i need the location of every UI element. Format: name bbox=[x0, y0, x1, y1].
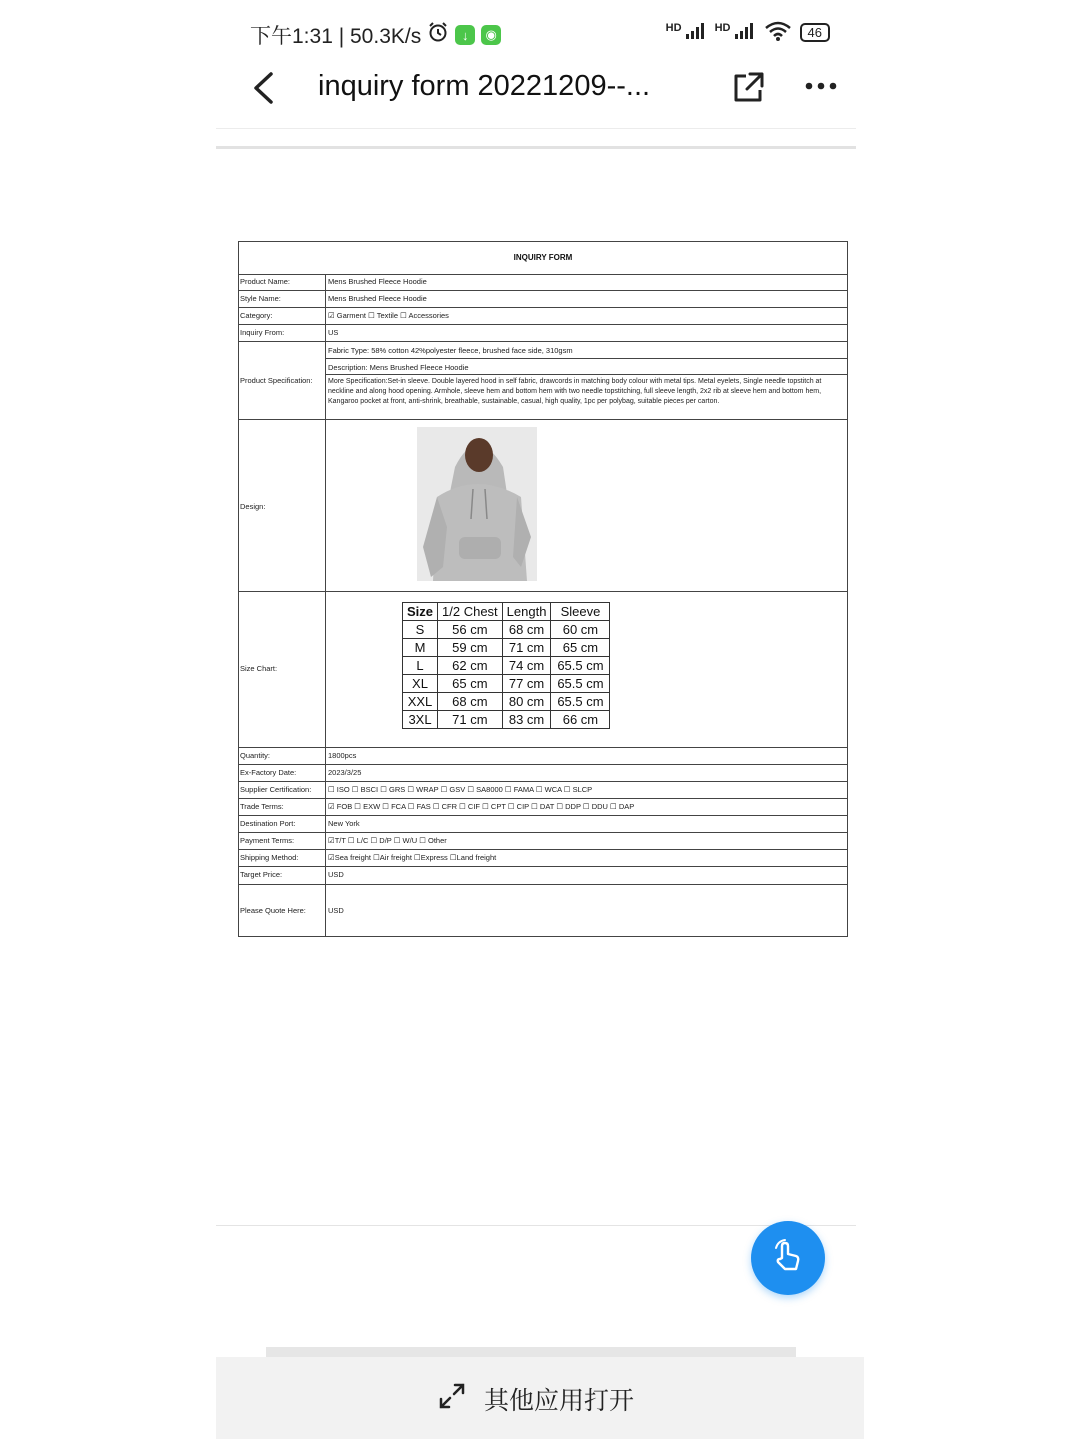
length-cell: 74 cm bbox=[502, 657, 551, 675]
row-value: ☑T/T ☐ L/C ☐ D/P ☐ W/U ☐ Other bbox=[328, 836, 447, 845]
form-row bbox=[239, 291, 847, 308]
spec-row bbox=[239, 342, 847, 420]
bottom-bar bbox=[216, 1357, 864, 1439]
form-row bbox=[239, 885, 847, 936]
size-cell: XL bbox=[403, 675, 438, 693]
form-row bbox=[239, 748, 847, 765]
size-cell: XXL bbox=[403, 693, 438, 711]
signal-1-label: HD bbox=[665, 22, 682, 34]
form-row bbox=[239, 850, 847, 867]
row-value: 2023/3/25 bbox=[328, 768, 362, 777]
row-value: ☑ FOB ☐ EXW ☐ FCA ☐ FAS ☐ CFR ☐ CIF ☐ CPT ☐ CIP ☐ DAT ☐ DDP ☐ DDU ☐ DAP bbox=[328, 802, 635, 811]
document-title: inquiry form 20221209--... bbox=[318, 70, 651, 102]
size-cell: S bbox=[403, 621, 438, 639]
spec-label: Product Specification: bbox=[240, 376, 313, 385]
sleeve-cell: 66 cm bbox=[551, 711, 610, 729]
form-row bbox=[239, 833, 847, 850]
sleeve-cell: 65.5 cm bbox=[551, 693, 610, 711]
nav-divider bbox=[216, 128, 856, 129]
row-value: Mens Brushed Fleece Hoodie bbox=[328, 277, 427, 286]
size-chart-row-3xl bbox=[403, 711, 610, 729]
page-bottom-divider bbox=[216, 1225, 856, 1226]
row-value: 1800pcs bbox=[328, 751, 357, 760]
spec-fabric: Fabric Type: 58% cotton 42%polyester fleece, brushed face side, 310gsm bbox=[328, 346, 573, 355]
design-label: Design: bbox=[240, 502, 266, 511]
row-value: ☑ Garment ☐ Textile ☐ Accessories bbox=[328, 311, 449, 320]
length-cell: 80 cm bbox=[502, 693, 551, 711]
size-chart-table bbox=[402, 602, 610, 729]
length-cell: 71 cm bbox=[502, 639, 551, 657]
row-label: Quantity: bbox=[240, 751, 271, 760]
chest-cell: 62 cm bbox=[438, 657, 503, 675]
wifi-icon bbox=[764, 20, 792, 45]
length-cell: 68 cm bbox=[502, 621, 551, 639]
row-label: Payment Terms: bbox=[240, 836, 295, 845]
battery-level: 46 bbox=[807, 25, 822, 40]
spec-description: Description: Mens Brushed Fleece Hoodie bbox=[328, 363, 469, 372]
design-row bbox=[239, 420, 847, 592]
row-value: USD bbox=[328, 870, 344, 879]
expand-arrows-icon bbox=[438, 1382, 466, 1417]
status-left bbox=[250, 20, 501, 50]
more-options-icon[interactable] bbox=[804, 74, 840, 98]
form-row bbox=[239, 765, 847, 782]
size-chart-header-row bbox=[403, 603, 610, 621]
size-chart-header: Sleeve bbox=[551, 603, 610, 621]
back-arrow-icon[interactable] bbox=[246, 70, 286, 110]
sleeve-cell: 65.5 cm bbox=[551, 657, 610, 675]
chest-cell: 68 cm bbox=[438, 693, 503, 711]
status-right bbox=[666, 20, 830, 45]
row-label: Category: bbox=[240, 311, 273, 320]
row-label: Shipping Method: bbox=[240, 853, 299, 862]
hoodie-product-image bbox=[417, 427, 537, 581]
form-row bbox=[239, 867, 847, 885]
size-chart-row-m bbox=[403, 639, 610, 657]
chest-cell: 65 cm bbox=[438, 675, 503, 693]
row-label: Destination Port: bbox=[240, 819, 296, 828]
share-external-icon[interactable] bbox=[730, 70, 766, 106]
sleeve-cell: 65 cm bbox=[551, 639, 610, 657]
signal-2-icon bbox=[715, 22, 756, 43]
open-other-label: 其他应用打开 bbox=[484, 1387, 635, 1415]
length-cell: 83 cm bbox=[502, 711, 551, 729]
row-value: US bbox=[328, 328, 339, 337]
row-value: ☑Sea freight ☐Air freight ☐Express ☐Land freight bbox=[328, 853, 497, 862]
row-value: New York bbox=[328, 819, 360, 828]
size-cell: 3XL bbox=[403, 711, 438, 729]
wechat-app-icon: ◉ bbox=[481, 25, 501, 45]
download-app-icon: ↓ bbox=[455, 25, 475, 45]
gesture-floating-button[interactable] bbox=[751, 1221, 825, 1295]
battery-icon bbox=[800, 23, 830, 42]
form-row bbox=[239, 782, 847, 799]
form-row bbox=[239, 799, 847, 816]
size-chart-header: 1/2 Chest bbox=[438, 603, 503, 621]
size-chart-header: Size bbox=[403, 603, 438, 621]
row-value: ☐ ISO ☐ BSCI ☐ GRS ☐ WRAP ☐ GSV ☐ SA8000 ☐ FAMA ☐ WCA ☐ SLCP bbox=[328, 785, 593, 794]
size-chart-row-xxl bbox=[403, 693, 610, 711]
signal-1-icon bbox=[666, 22, 707, 43]
size-cell: L bbox=[403, 657, 438, 675]
sleeve-cell: 65.5 cm bbox=[551, 675, 610, 693]
row-label: Ex-Factory Date: bbox=[240, 768, 297, 777]
chest-cell: 59 cm bbox=[438, 639, 503, 657]
hand-tap-icon bbox=[770, 1238, 806, 1279]
form-row bbox=[239, 325, 847, 342]
spec-subdivider bbox=[326, 358, 848, 359]
size-cell: M bbox=[403, 639, 438, 657]
row-label: Style Name: bbox=[240, 294, 281, 303]
row-label: Target Price: bbox=[240, 870, 283, 879]
size-chart-row-xl bbox=[403, 675, 610, 693]
open-with-other-app-button[interactable] bbox=[438, 1381, 634, 1417]
row-label: Please Quote Here: bbox=[240, 906, 306, 915]
size-chart-row-l bbox=[403, 657, 610, 675]
inquiry-form-table bbox=[238, 241, 848, 937]
status-time-speed: 下午1:31 | 50.3K/s bbox=[250, 25, 422, 48]
alarm-icon bbox=[427, 21, 449, 49]
form-row bbox=[239, 308, 847, 325]
row-value: USD bbox=[328, 906, 344, 915]
size-chart-header: Length bbox=[502, 603, 551, 621]
bottom-bar-handle bbox=[266, 1347, 796, 1357]
row-value: Mens Brushed Fleece Hoodie bbox=[328, 294, 427, 303]
spec-subdivider bbox=[326, 374, 848, 375]
top-nav-bar bbox=[216, 58, 856, 128]
sleeve-cell: 60 cm bbox=[551, 621, 610, 639]
size-chart-label: Size Chart: bbox=[240, 664, 278, 673]
row-label: Trade Terms: bbox=[240, 802, 284, 811]
chest-cell: 56 cm bbox=[438, 621, 503, 639]
spec-more: More Specification:Set-in sleeve. Double layered hood in self fabric, drawcords in matching body colour with metal tips. Metal eyelets, Single needle topstitch at neckline and along hood opening. Armhole, sleeve hem and bottom hem with two needle topstitching, full sleeve length, 2x2 rib at sleeve hem and bottom hem, Kangaroo pocket at front, anti-shrink, breathable, sustainable, casual, high quality, 1pc per polybag, suitable pieces per carton. bbox=[328, 378, 822, 405]
chest-cell: 71 cm bbox=[438, 711, 503, 729]
form-row bbox=[239, 816, 847, 833]
status-bar bbox=[250, 14, 830, 50]
row-label: Product Name: bbox=[240, 277, 291, 286]
size-chart-row-s bbox=[403, 621, 610, 639]
form-row bbox=[239, 274, 847, 291]
row-label: Supplier Certification: bbox=[240, 785, 312, 794]
signal-2-label: HD bbox=[714, 22, 731, 34]
form-title: INQUIRY FORM bbox=[239, 242, 847, 275]
row-label: Inquiry From: bbox=[240, 328, 285, 337]
length-cell: 77 cm bbox=[502, 675, 551, 693]
